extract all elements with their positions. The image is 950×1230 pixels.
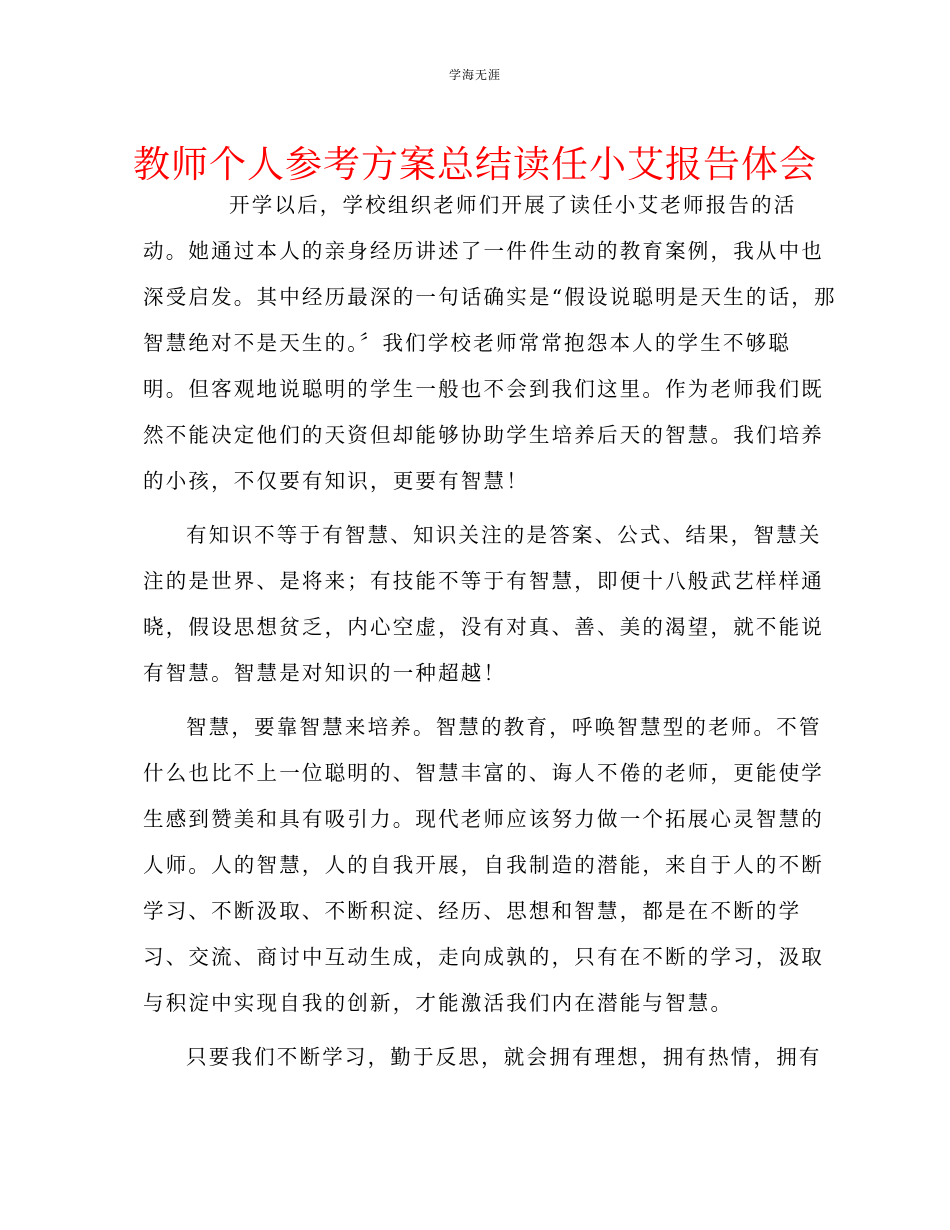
text-line: 晓，假设思想贫乏，内心空虚，没有对真、善、美的渴望，就不能说 <box>143 615 824 639</box>
text-line: 开学以后，学校组织老师们开展了读任小艾老师报告的活 <box>229 193 797 217</box>
text-line: 智慧绝对不是天生的。〞我们学校老师常常抱怨本人的学生不够聪 <box>143 331 792 355</box>
document-title: 教师个人参考方案总结读任小艾报告体会 <box>133 143 817 186</box>
text-line: 与积淀中实现自我的创新，才能激活我们内在潜能与智慧。 <box>143 991 734 1015</box>
text-line: 智慧，要靠智慧来培养。智慧的教育，呼唤智慧型的老师。不管 <box>186 715 822 739</box>
text-line: 注的是世界、是将来；有技能不等于有智慧，即便十八般武艺样样通 <box>143 569 824 593</box>
text-line: 生感到赞美和具有吸引力。现代老师应该努力做一个拓展心灵智慧的 <box>143 807 824 831</box>
text-line: 深受启发。其中经历最深的一句话确实是“假设说聪明是天生的话，那 <box>143 285 837 309</box>
text-line: 人师。人的智慧，人的自我开展，自我制造的潜能，来自于人的不断 <box>143 853 824 877</box>
text-line: 明。但客观地说聪明的学生一般也不会到我们这里。作为老师我们既 <box>143 377 824 401</box>
text-line: 只要我们不断学习，勤于反思，就会拥有理想，拥有热情，拥有 <box>186 1045 822 1069</box>
text-line: 学习、不断汲取、不断积淀、经历、思想和智慧，都是在不断的学 <box>143 899 802 923</box>
page-header: 学海无涯 <box>448 68 501 82</box>
text-line: 有知识不等于有智慧、知识关注的是答案、公式、结果，智慧关 <box>186 523 822 547</box>
document-body <box>143 182 837 1080</box>
text-line: 什么也比不上一位聪明的、智慧丰富的、诲人不倦的老师，更能使学 <box>143 761 824 785</box>
text-line: 的小孩，不仅要有知识，更要有智慧！ <box>143 469 529 493</box>
text-line: 动。她通过本人的亲身经历讲述了一件件生动的教育案例，我从中也 <box>143 239 824 263</box>
text-line: 习、交流、商讨中互动生成，走向成孰的，只有在不断的学习，汲取 <box>143 945 824 969</box>
text-line: 有智慧。智慧是对知识的一种超越！ <box>143 661 507 685</box>
text-line: 然不能决定他们的天资但却能够协助学生培养后天的智慧。我们培养 <box>143 423 824 447</box>
